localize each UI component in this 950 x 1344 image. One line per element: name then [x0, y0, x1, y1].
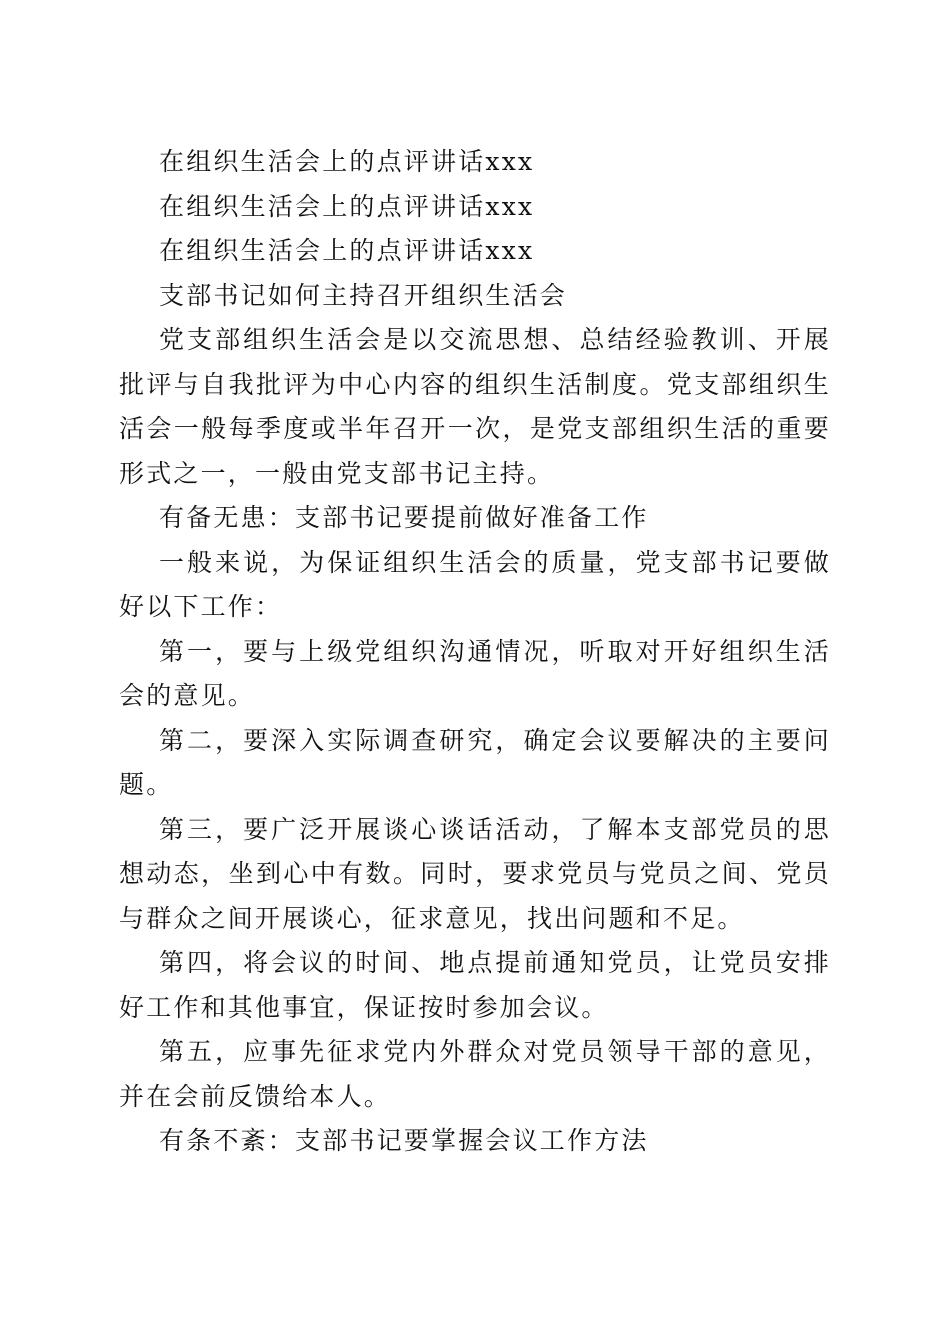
step-fifth: 第五，应事先征求党内外群众对党员领导干部的意见，并在会前反馈给本人。 — [119, 1037, 831, 1111]
section-heading-main: 支部书记如何主持召开组织生活会 — [159, 280, 568, 310]
speech-title-2: 在组织生活会上的点评讲话xxx — [159, 191, 535, 221]
document-body — [119, 140, 831, 1164]
speech-title-3: 在组织生活会上的点评讲话xxx — [159, 236, 535, 265]
section-heading-preparation: 有备无患：支部书记要提前做好准备工作 — [159, 503, 649, 532]
step-first: 第一，要与上级党组织沟通情况，听取对开好组织生活会的意见。 — [119, 636, 831, 710]
intro-paragraph: 党支部组织生活会是以交流思想、总结经验教训、开展批评与自我批评为中心内容的组织生活制度。党支部组织生活会一般每季度或半年召开一次，是党支部组织生活的重要形式之一，一般由党支部书记主持。 — [119, 325, 831, 488]
step-third: 第三，要广泛开展谈心谈话活动，了解本支部党员的思想动态，坐到心中有数。同时，要求党员与党员之间、党员与群众之间开展谈心，征求意见，找出问题和不足。 — [119, 814, 831, 933]
step-fourth: 第四，将会议的时间、地点提前通知党员，让党员安排好工作和其他事宜，保证按时参加会议。 — [119, 948, 831, 1022]
step-second: 第二，要深入实际调查研究，确定会议要解决的主要问题。 — [119, 725, 831, 799]
speech-title-1: 在组织生活会上的点评讲话xxx — [159, 147, 535, 176]
preparation-intro: 一般来说，为保证组织生活会的质量，党支部书记要做好以下工作： — [119, 547, 831, 621]
section-heading-method: 有条不紊：支部书记要掌握会议工作方法 — [159, 1126, 649, 1155]
